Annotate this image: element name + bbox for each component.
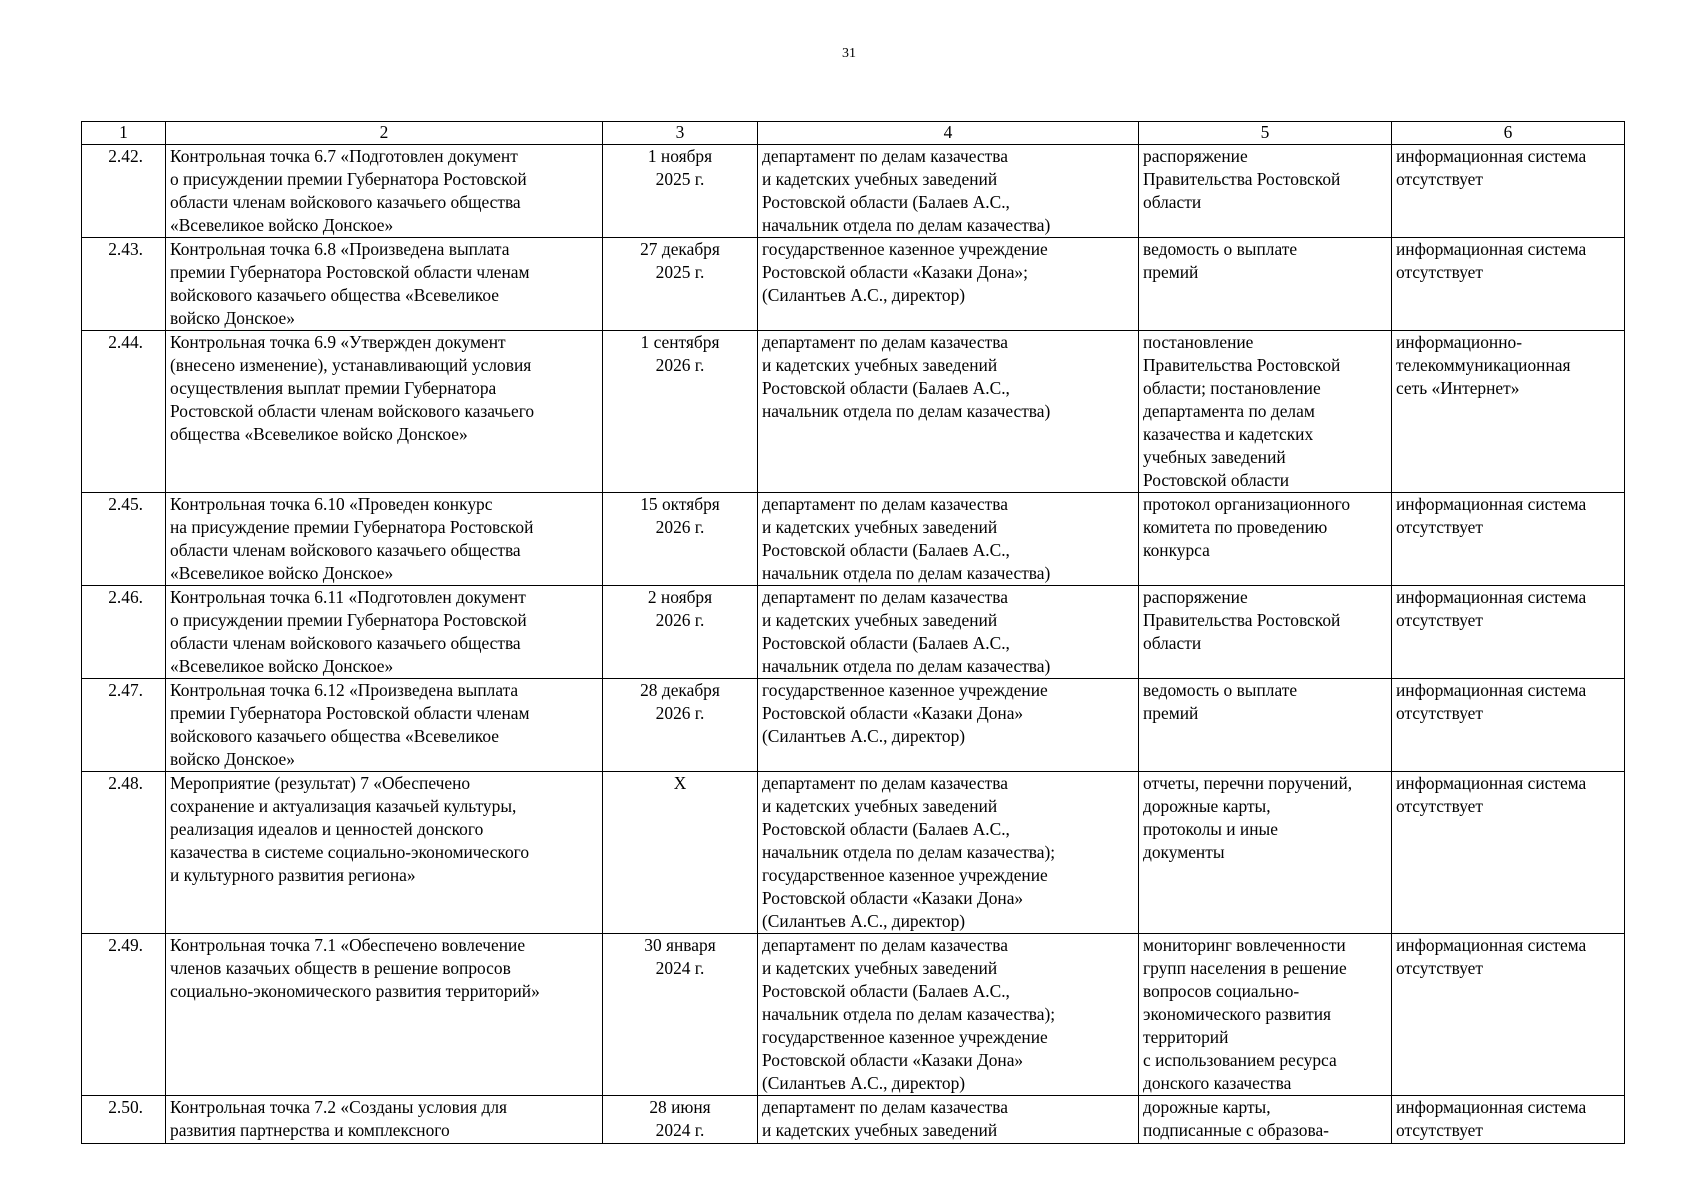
- row-number: 2.47.: [82, 679, 166, 772]
- row-responsible: департамент по делам казачества и кадетских учебных заведений Ростовской области (Балаев А.С., начальник отдела по делам казачества): [758, 586, 1139, 679]
- row-date: 30 января 2024 г.: [603, 934, 758, 1096]
- row-document: ведомость о выплате премий: [1139, 238, 1392, 331]
- row-number: 2.49.: [82, 934, 166, 1096]
- row-name: Контрольная точка 7.1 «Обеспечено вовлечение членов казачьих обществ в решение вопросов социально-экономического развития территорий»: [166, 934, 603, 1096]
- table-row: [82, 493, 1625, 586]
- row-date: 2 ноября 2026 г.: [603, 586, 758, 679]
- table-row: [82, 679, 1625, 772]
- row-system: информационная система отсутствует: [1392, 238, 1625, 331]
- table-row: [82, 331, 1625, 493]
- row-name: Контрольная точка 6.10 «Проведен конкурс на присуждение премии Губернатора Ростовской области членам войскового казачьего общества «Всевеликое войско Донское»: [166, 493, 603, 586]
- row-name: Контрольная точка 6.11 «Подготовлен документ о присуждении премии Губернатора Ростовской области членам войскового казачьего общества «Всевеликое войско Донское»: [166, 586, 603, 679]
- table-row: [82, 1096, 1625, 1144]
- row-system: информационная система отсутствует: [1392, 679, 1625, 772]
- row-name: Контрольная точка 6.12 «Произведена выплата премии Губернатора Ростовской области членам войскового казачьего общества «Всевеликое войско Донское»: [166, 679, 603, 772]
- row-number: 2.44.: [82, 331, 166, 493]
- row-name: Мероприятие (результат) 7 «Обеспечено сохранение и актуализация казачьей культуры, реализация идеалов и ценностей донского казачества в системе социально-экономического и культурного развития региона»: [166, 772, 603, 934]
- row-document: мониторинг вовлеченности групп населения в решение вопросов социально- экономического развития территорий с использованием ресурса донского казачества: [1139, 934, 1392, 1096]
- row-responsible: департамент по делам казачества и кадетских учебных заведений: [758, 1096, 1139, 1144]
- row-system: информационно- телекоммуникационная сеть «Интернет»: [1392, 331, 1625, 493]
- row-responsible: государственное казенное учреждение Ростовской области «Казаки Дона» (Силантьев А.С., директор): [758, 679, 1139, 772]
- row-number: 2.46.: [82, 586, 166, 679]
- row-document: постановление Правительства Ростовской области; постановление департамента по делам казачества и кадетских учебных заведений Ростовской области: [1139, 331, 1392, 493]
- row-date: 28 июня 2024 г.: [603, 1096, 758, 1144]
- row-date: 28 декабря 2026 г.: [603, 679, 758, 772]
- row-system: информационная система отсутствует: [1392, 934, 1625, 1096]
- row-responsible: департамент по делам казачества и кадетских учебных заведений Ростовской области (Балаев А.С., начальник отдела по делам казачества): [758, 331, 1139, 493]
- row-name: Контрольная точка 6.9 «Утвержден документ (внесено изменение), устанавливающий условия осуществления выплат премии Губернатора Ростовской области членам войскового казачьего общества «Всевеликое войско Донское»: [166, 331, 603, 493]
- row-system: информационная система отсутствует: [1392, 1096, 1625, 1144]
- column-header: 1: [82, 122, 166, 145]
- row-date: 1 сентября 2026 г.: [603, 331, 758, 493]
- row-number: 2.45.: [82, 493, 166, 586]
- table-row: [82, 586, 1625, 679]
- column-header: 6: [1392, 122, 1625, 145]
- table-row: [82, 772, 1625, 934]
- column-header: 5: [1139, 122, 1392, 145]
- row-system: информационная система отсутствует: [1392, 493, 1625, 586]
- table-header-row: [82, 122, 1625, 145]
- row-date: 1 ноября 2025 г.: [603, 145, 758, 238]
- row-system: информационная система отсутствует: [1392, 772, 1625, 934]
- table-row: [82, 145, 1625, 238]
- table-row: [82, 934, 1625, 1096]
- row-document: распоряжение Правительства Ростовской области: [1139, 145, 1392, 238]
- row-date: 15 октября 2026 г.: [603, 493, 758, 586]
- row-name: Контрольная точка 6.8 «Произведена выплата премии Губернатора Ростовской области членам войскового казачьего общества «Всевеликое войско Донское»: [166, 238, 603, 331]
- row-date: 27 декабря 2025 г.: [603, 238, 758, 331]
- row-responsible: департамент по делам казачества и кадетских учебных заведений Ростовской области (Балаев А.С., начальник отдела по делам казачества): [758, 145, 1139, 238]
- row-date: X: [603, 772, 758, 934]
- row-number: 2.48.: [82, 772, 166, 934]
- column-header: 2: [166, 122, 603, 145]
- column-header: 3: [603, 122, 758, 145]
- row-number: 2.42.: [82, 145, 166, 238]
- table-row: [82, 238, 1625, 331]
- row-responsible: государственное казенное учреждение Ростовской области «Казаки Дона»; (Силантьев А.С., директор): [758, 238, 1139, 331]
- row-document: распоряжение Правительства Ростовской области: [1139, 586, 1392, 679]
- row-document: протокол организационного комитета по проведению конкурса: [1139, 493, 1392, 586]
- row-number: 2.43.: [82, 238, 166, 331]
- row-system: информационная система отсутствует: [1392, 145, 1625, 238]
- page-number: 31: [842, 46, 856, 61]
- row-responsible: департамент по делам казачества и кадетских учебных заведений Ростовской области (Балаев А.С., начальник отдела по делам казачества); государственное казенное учреждение Ростовской области «Казаки Дона» (Силантьев А.С., директор): [758, 934, 1139, 1096]
- row-responsible: департамент по делам казачества и кадетских учебных заведений Ростовской области (Балаев А.С., начальник отдела по делам казачества): [758, 493, 1139, 586]
- row-name: Контрольная точка 7.2 «Созданы условия для развития партнерства и комплексного: [166, 1096, 603, 1144]
- row-system: информационная система отсутствует: [1392, 586, 1625, 679]
- column-header: 4: [758, 122, 1139, 145]
- row-responsible: департамент по делам казачества и кадетских учебных заведений Ростовской области (Балаев А.С., начальник отдела по делам казачества); государственное казенное учреждение Ростовской области «Казаки Дона» (Силантьев А.С., директор): [758, 772, 1139, 934]
- row-document: отчеты, перечни поручений, дорожные карты, протоколы и иные документы: [1139, 772, 1392, 934]
- row-name: Контрольная точка 6.7 «Подготовлен документ о присуждении премии Губернатора Ростовской области членам войскового казачьего общества «Всевеликое войско Донское»: [166, 145, 603, 238]
- control-points-table: [81, 121, 1625, 1144]
- row-document: дорожные карты, подписанные с образова-: [1139, 1096, 1392, 1144]
- row-number: 2.50.: [82, 1096, 166, 1144]
- row-document: ведомость о выплате премий: [1139, 679, 1392, 772]
